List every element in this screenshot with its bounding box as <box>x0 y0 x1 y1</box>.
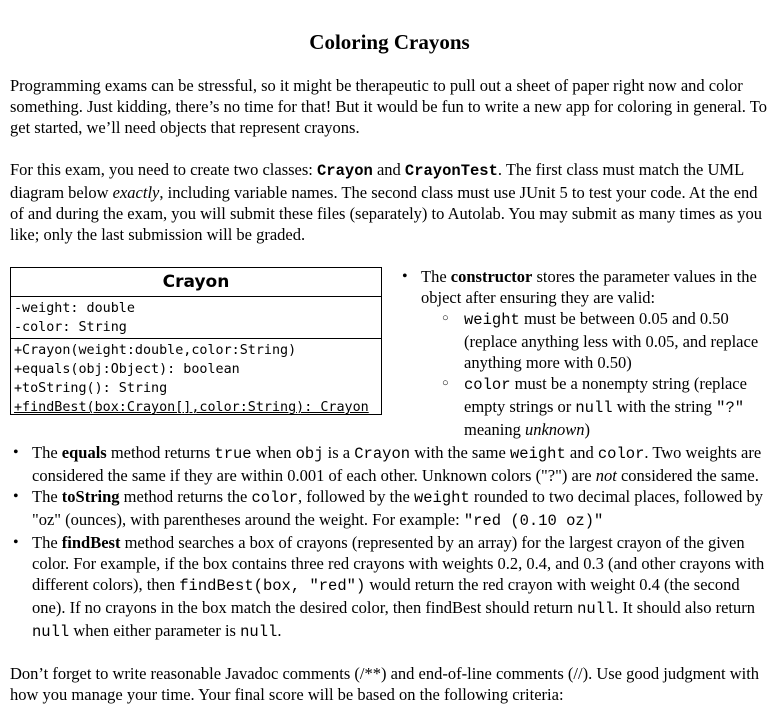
uml-class-name: Crayon <box>11 268 381 297</box>
task-paragraph: For this exam, you need to create two classes: Crayon and CrayonTest. The first class must match the UML diagram below exactly, including variable names. The second class must use JUnit 5 to test your code. At the end of and during the exam, you will submit these files (separately) to Autolab. You may submit as many times as you like; only the last submission will be graded. <box>10 160 763 244</box>
uml-static-method: +findBest(box:Crayon[],color:String): Crayon <box>14 400 369 415</box>
constructor-bullet: • The constructor stores the parameter values in the object after ensuring they are valid: ○ weight must be between 0.05 and 0.50 (replace anything less with 0.05, and replace anything more with 0.50) ○ color must be a nonempty string (replace empty strings or null with the string "?" meaning unknown) <box>399 266 769 440</box>
weight-rule: ○ weight must be between 0.05 and 0.50 (replace anything less with 0.05, and replace anything more with 0.50) <box>438 308 769 373</box>
closing-paragraph: Don’t forget to write reasonable Javadoc comments (/**) and end-of-line comments (//). Use good judgment with how you manage your time. Your final score will be based on the following criteria: <box>10 664 760 704</box>
tostring-bullet: • The toString method returns the color, followed by the weight rounded to two decimal places, followed by "oz" (ounces), with parentheses around the weight. For example: "red (0.10 oz)" <box>10 486 769 532</box>
class-name-crayon: Crayon <box>317 162 373 180</box>
intro-paragraph: Programming exams can be stressful, so it might be therapeutic to pull out a sheet of paper right now and color something. Just kidding, there’s no time for that! But it would be fun to write a new app for coloring in general. To get started, we’ll need objects that represent crayons. <box>10 76 767 137</box>
color-rule: ○ color must be a nonempty string (replace empty strings or null with the string "?" meaning unknown) <box>438 373 769 440</box>
uml-method: +equals(obj:Object): boolean <box>14 362 240 377</box>
uml-diagram <box>10 267 382 415</box>
uml-method: +Crayon(weight:double,color:String) <box>14 343 297 358</box>
uml-method: +toString(): String <box>14 381 168 396</box>
findbest-bullet: • The findBest method searches a box of crayons (represented by an array) for the largest crayon of the given color. For example, if the box contains three red crayons with weights 0.2, 0.4, and 0.3 (and other crayons with different colors), then findBest(box, "red") would return the red crayon with weight 0.4 (the second one). If no crayons in the box match the desired color, then findBest should return null. It should also return null when either parameter is null. <box>10 532 769 643</box>
uml-field: -color: String <box>14 320 127 335</box>
page-title: Coloring Crayons <box>309 30 470 54</box>
equals-bullet: • The equals method returns true when obj is a Crayon with the same weight and color. Two weights are considered the same if they are within 0.001 of each other. Unknown colors ("?") are not considered the same. <box>10 442 769 486</box>
uml-field: -weight: double <box>14 301 135 316</box>
class-name-crayontest: CrayonTest <box>404 162 498 180</box>
uml-fields <box>11 297 381 338</box>
uml-methods <box>11 338 381 418</box>
